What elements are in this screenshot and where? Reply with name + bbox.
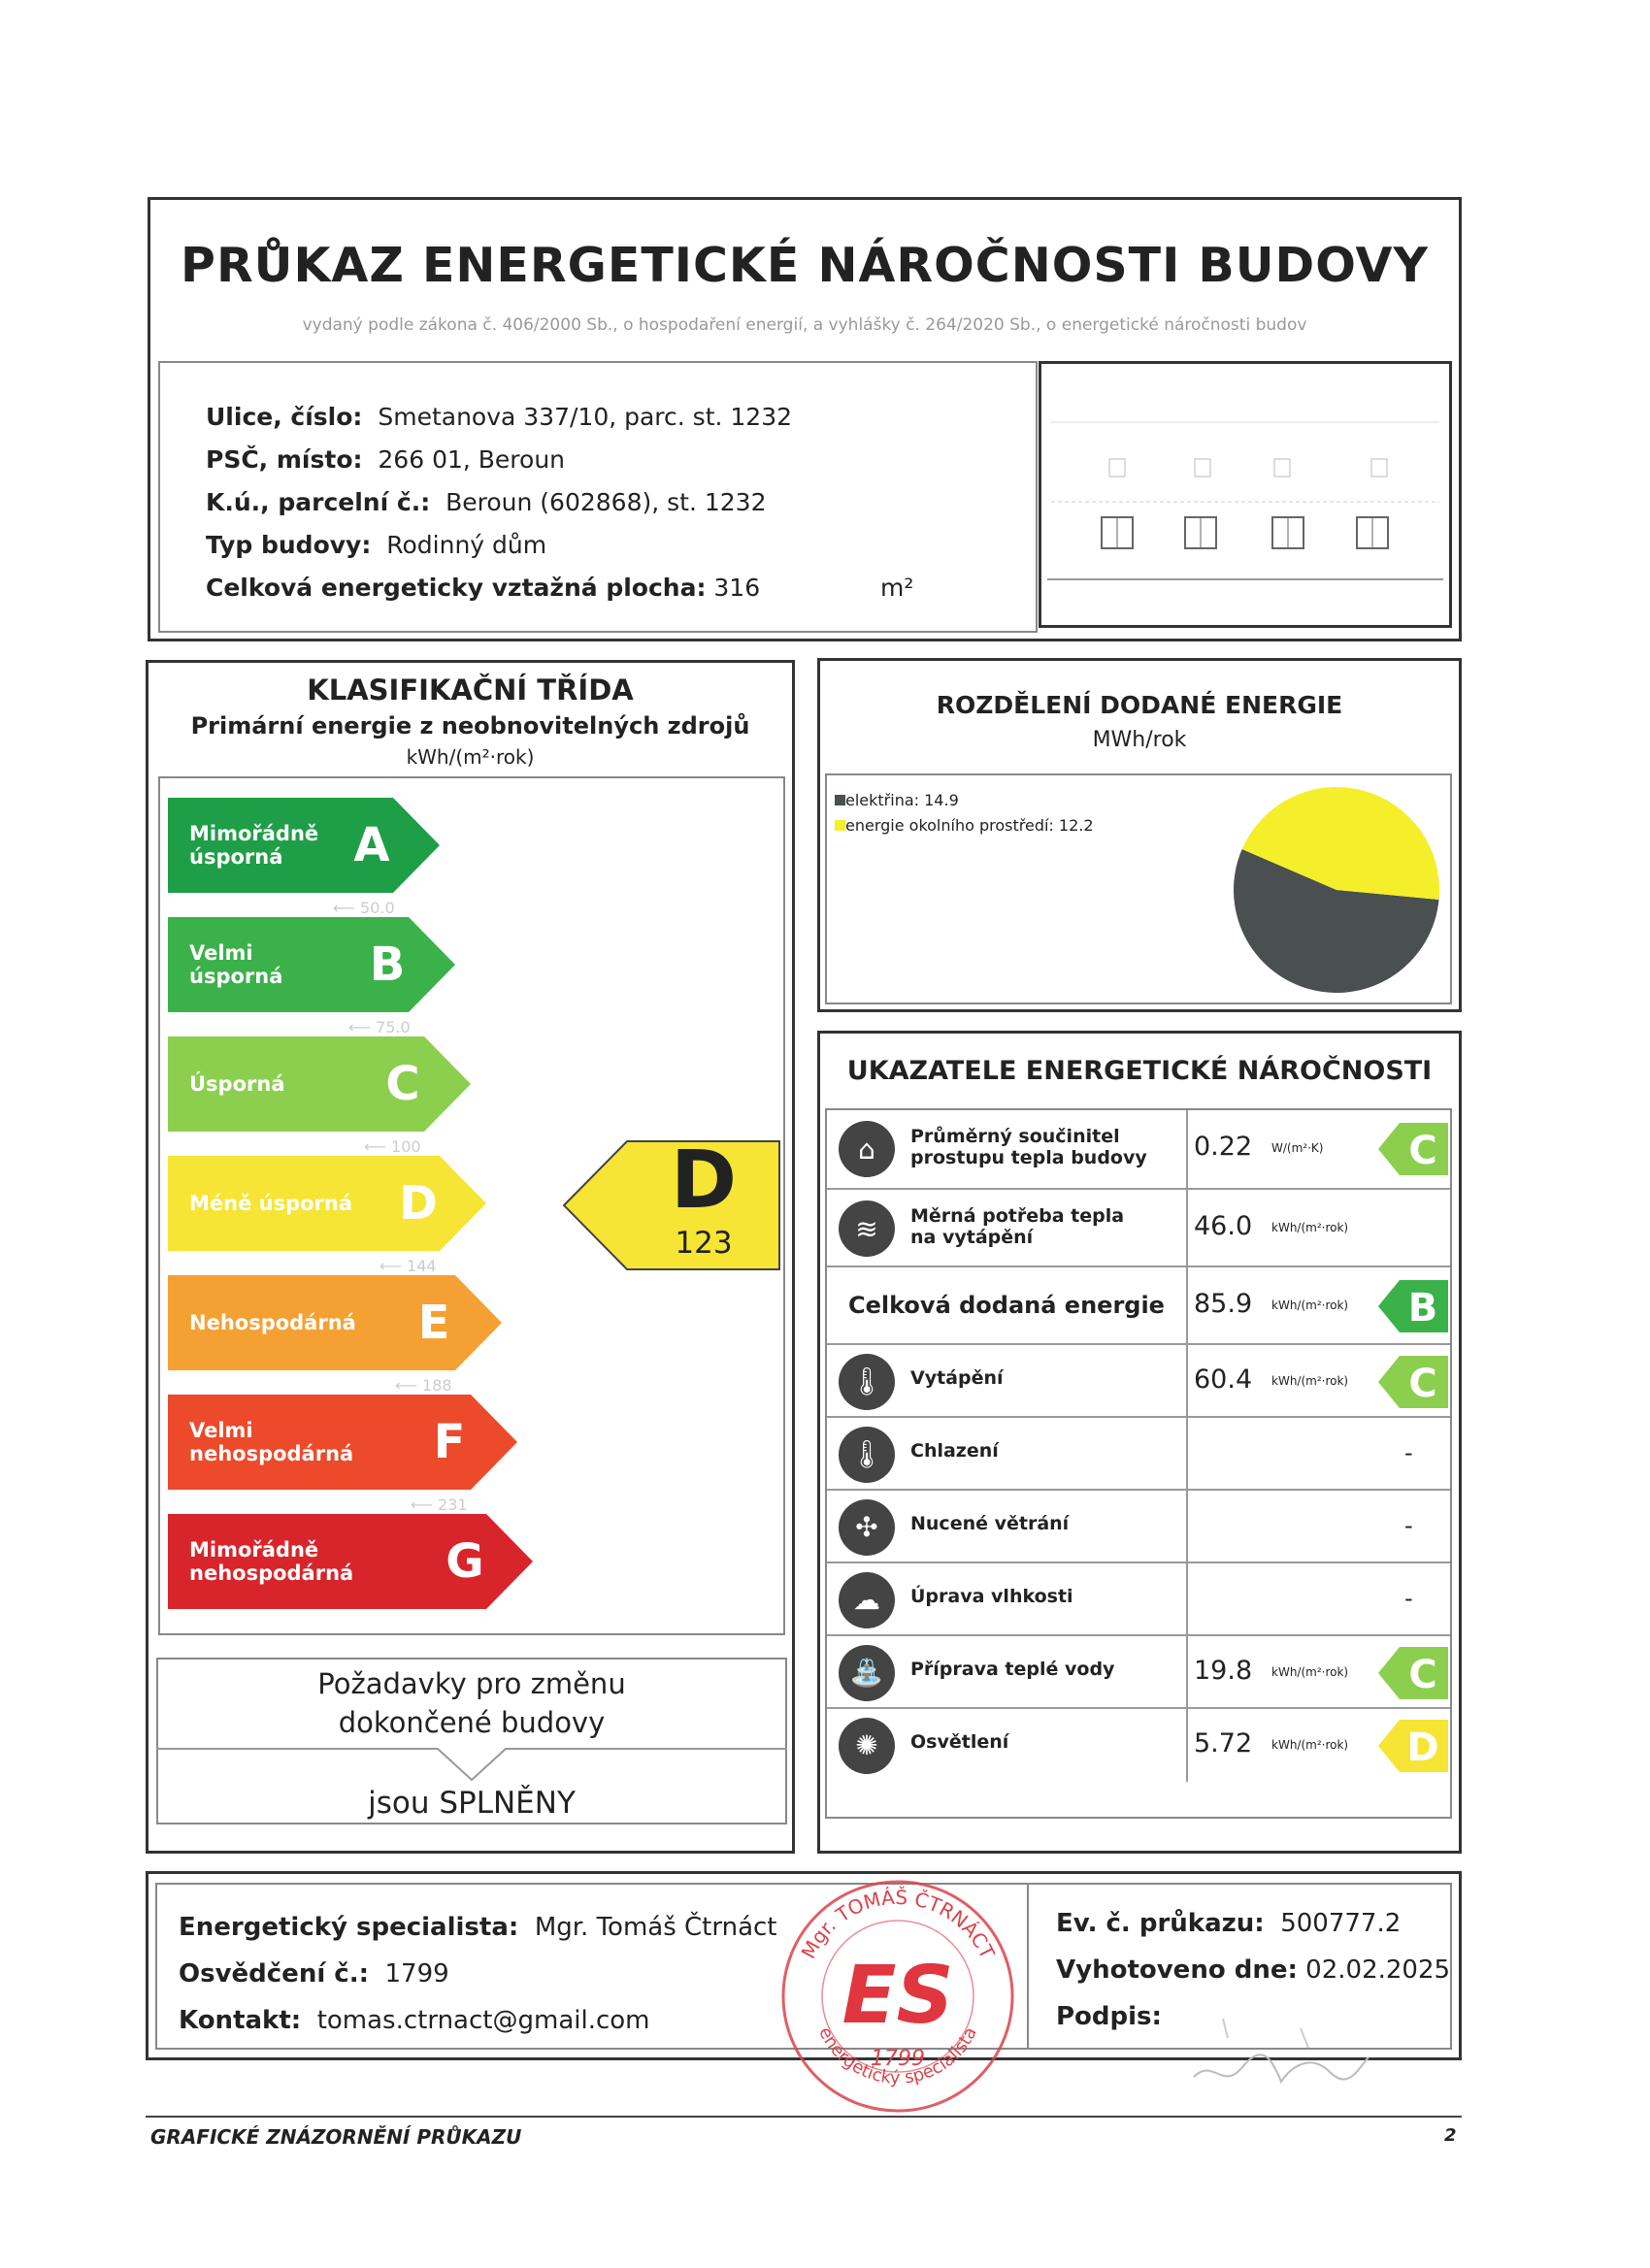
contact-label: Kontakt:: [179, 2006, 302, 2035]
indicator-class-badge: [1378, 1123, 1448, 1175]
indicator-label: Měrná potřeba tepla na vytápění: [910, 1205, 1125, 1248]
contact-value: tomas.ctrnact@gmail.com: [316, 2006, 650, 2035]
energy-class-label: Nehospodárná: [189, 1311, 356, 1334]
signature-label: Podpis:: [1056, 2002, 1162, 2031]
indicator-label: Celková dodaná energie: [848, 1292, 1165, 1319]
page-title: PRŮKAZ ENERGETICKÉ NÁROČNOSTI BUDOVY: [181, 238, 1429, 293]
indicator-column-divider: [1186, 1563, 1188, 1636]
stamp-number: 1799: [871, 2047, 925, 2071]
result-value: 123: [675, 1226, 733, 1261]
energy-split-unit: MWh/rok: [1092, 728, 1187, 752]
svg-text:B: B: [1407, 1286, 1438, 1331]
indicator-unit: kWh/(m²·rok): [1271, 1298, 1349, 1312]
energy-class-letter: B: [369, 937, 406, 992]
indicator-column-divider: [1186, 1636, 1188, 1709]
indicators-title: UKAZATELE ENERGETICKÉ NÁROČNOSTI: [846, 1056, 1433, 1086]
specialist-stamp: [776, 1875, 1019, 2118]
svg-text:C: C: [1408, 1361, 1437, 1406]
specialist-name: Mgr. Tomáš Čtrnáct: [534, 1913, 777, 1942]
psc-value: 266 01, Beroun: [378, 445, 566, 474]
indicator-row: [827, 1416, 1450, 1491]
heat-need-icon: ≋: [839, 1200, 895, 1257]
indicator-column-divider: [1186, 1110, 1188, 1188]
energy-class-label: Úsporná: [189, 1072, 285, 1096]
indicator-value: 46.0: [1194, 1211, 1253, 1241]
house-icon: ⌂: [839, 1121, 895, 1177]
energy-class-scale: [168, 798, 537, 1613]
ku-value: Beroun (602868), st. 1232: [446, 488, 767, 516]
energy-class-limit: ⟵ 50.0: [333, 899, 395, 917]
indicators-table: [825, 1108, 1452, 1819]
building-facade-image: [1041, 364, 1449, 625]
indicator-row: [827, 1707, 1450, 1782]
indicator-column-divider: [1186, 1267, 1188, 1345]
indicator-label: Nucené větrání: [910, 1512, 1070, 1534]
indicator-row: [827, 1634, 1450, 1709]
energy-class-limit: ⟵ 144: [380, 1257, 437, 1275]
indicator-class-badge: [1378, 1356, 1448, 1408]
indicator-column-divider: [1186, 1491, 1188, 1563]
indicator-label: Osvětlení: [910, 1730, 1009, 1753]
svg-text:D: D: [1406, 1725, 1439, 1770]
handwritten-signature: [1184, 1999, 1378, 2106]
stamp-top-text: Mgr. TOMÁŠ ČTRNÁCT: [796, 1885, 1000, 1963]
area-unit: m²: [880, 574, 914, 602]
energy-class-c: [168, 1036, 471, 1132]
pie-legend: [835, 788, 1094, 838]
energy-class-a: [168, 798, 440, 893]
footer-rule: [146, 2116, 1462, 2118]
legend-text-electricity: elektřina: 14.9: [845, 791, 959, 809]
indicator-column-divider: [1186, 1418, 1188, 1491]
type-value: Rodinný dům: [386, 531, 547, 559]
street-value: Smetanova 337/10, parc. st. 1232: [378, 403, 793, 431]
indicator-value: 60.4: [1194, 1364, 1253, 1395]
classification-unit: kWh/(m²·rok): [406, 745, 535, 769]
indicator-column-divider: [1186, 1345, 1188, 1418]
indicator-label: Úprava vlhkosti: [910, 1585, 1073, 1607]
legend-swatch-electricity: [835, 795, 845, 805]
tap-icon: ⛲: [839, 1645, 895, 1701]
bulb-icon: ✺: [839, 1718, 895, 1774]
legend-swatch-ambient: [835, 820, 845, 831]
indicator-value: 19.8: [1194, 1655, 1253, 1686]
indicator-value: 5.72: [1194, 1727, 1253, 1759]
fan-icon: ✣: [839, 1499, 895, 1556]
footer-left: GRAFICKÉ ZNÁZORNĚNÍ PRŮKAZU: [150, 2125, 522, 2149]
energy-class-label: Mimořádně úsporná: [189, 822, 319, 869]
ku-label: K.ú., parcelní č.:: [206, 488, 431, 516]
energy-class-letter: E: [417, 1296, 450, 1350]
energy-class-e: [168, 1275, 502, 1370]
indicator-column-divider: [1186, 1709, 1188, 1782]
legend-item-ambient: [835, 813, 1094, 838]
humidity-icon: ☁: [839, 1572, 895, 1628]
result-letter: D: [670, 1134, 738, 1227]
indicator-dash: -: [1404, 1438, 1413, 1466]
energy-class-letter: G: [446, 1534, 484, 1589]
energy-class-letter: C: [385, 1057, 420, 1111]
psc-label: PSČ, místo:: [206, 445, 363, 474]
page-subtitle: vydaný podle zákona č. 406/2000 Sb., o hospodaření energií, a vyhlášky č. 264/2020 Sb., o energetické náročnosti budov: [302, 315, 1307, 335]
energy-class-label: Méně úsporná: [189, 1192, 353, 1215]
indicator-class-badge: [1378, 1280, 1448, 1332]
svg-text:C: C: [1408, 1129, 1437, 1173]
indicator-row: [827, 1265, 1450, 1345]
thermometer-plus-icon: 🌡: [839, 1354, 895, 1410]
specialist-label: Energetický specialista:: [179, 1913, 519, 1942]
requirements-divider: [156, 1745, 787, 1784]
building-info: [206, 396, 914, 609]
energy-class-limit: ⟵ 231: [411, 1496, 468, 1514]
legend-item-electricity: [835, 788, 1094, 813]
indicator-label: Příprava teplé vody: [910, 1658, 1115, 1680]
date-value: 02.02.2025: [1305, 1956, 1451, 1985]
indicator-row: [827, 1489, 1450, 1563]
vertical-divider: [1027, 1883, 1029, 2050]
indicator-label: Průměrný součinitel prostupu tepla budovy: [910, 1126, 1147, 1168]
indicator-row: [827, 1188, 1450, 1267]
requirements-result: jsou SPLNĚNY: [368, 1786, 576, 1821]
page-number: 2: [1444, 2125, 1457, 2146]
cert-label: Osvědčení č.:: [179, 1959, 369, 1989]
legend-text-ambient: energie okolního prostředí: 12.2: [845, 816, 1094, 835]
type-label: Typ budovy:: [206, 531, 372, 559]
classification-subtitle: Primární energie z neobnovitelných zdrojů: [190, 712, 750, 740]
requirements-line2: dokončené budovy: [338, 1706, 606, 1739]
indicator-label: Vytápění: [910, 1366, 1004, 1389]
indicator-row: [827, 1343, 1450, 1418]
energy-class-g: [168, 1514, 533, 1609]
indicator-unit: kWh/(m²·rok): [1271, 1737, 1349, 1752]
energy-class-limit: ⟵ 100: [364, 1137, 421, 1156]
indicator-class-badge: [1378, 1647, 1448, 1699]
svg-text:C: C: [1408, 1652, 1437, 1697]
area-value: 316: [713, 574, 761, 602]
indicator-class-badge: [1378, 1720, 1448, 1772]
energy-class-label: Mimořádně nehospodárná: [189, 1538, 354, 1585]
stamp-mark: ES: [842, 1950, 954, 2042]
stamp-bottom-text: energetický specialista: [814, 2023, 981, 2088]
indicator-unit: kWh/(m²·rok): [1271, 1221, 1349, 1234]
requirements-line1: Požadavky pro změnu: [317, 1667, 626, 1700]
indicator-unit: kWh/(m²·rok): [1271, 1664, 1349, 1679]
energy-class-letter: F: [433, 1415, 466, 1469]
energy-class-d: [168, 1156, 486, 1251]
street-label: Ulice, číslo:: [206, 403, 363, 431]
indicator-row: [827, 1561, 1450, 1636]
energy-class-limit: ⟵ 75.0: [348, 1018, 411, 1036]
indicator-unit: W/(m²·K): [1271, 1141, 1324, 1155]
energy-pie-chart: [1225, 781, 1448, 1000]
energy-class-letter: A: [353, 818, 390, 872]
indicator-unit: kWh/(m²·rok): [1271, 1373, 1349, 1388]
energy-class-label: Velmi úsporná: [189, 941, 283, 988]
indicator-value: 0.22: [1194, 1132, 1253, 1162]
indicator-row: [827, 1110, 1450, 1188]
ev-value: 500777.2: [1280, 1909, 1402, 1938]
result-arrow: [563, 1134, 780, 1270]
energy-class-letter: D: [399, 1176, 438, 1231]
classification-title: KLASIFIKAČNÍ TŘÍDA: [307, 674, 634, 707]
energy-split-title: ROZDĚLENÍ DODANÉ ENERGIE: [936, 691, 1343, 719]
indicator-column-divider: [1186, 1190, 1188, 1267]
specialist-info: [179, 1904, 777, 2044]
cert-value: 1799: [384, 1959, 449, 1989]
ev-label: Ev. č. průkazu:: [1056, 1909, 1265, 1938]
building-photo: [1039, 361, 1452, 628]
area-label: Celková energeticky vztažná plocha:: [206, 574, 707, 602]
indicator-label: Chlazení: [910, 1439, 999, 1462]
indicator-dash: -: [1404, 1511, 1413, 1539]
energy-class-b: [168, 917, 455, 1012]
indicator-dash: -: [1404, 1584, 1413, 1612]
date-label: Vyhotoveno dne:: [1056, 1956, 1298, 1985]
energy-class-limit: ⟵ 188: [395, 1376, 452, 1395]
indicator-value: 85.9: [1194, 1289, 1253, 1319]
energy-class-f: [168, 1395, 517, 1490]
thermometer-minus-icon: 🌡: [839, 1427, 895, 1483]
energy-class-label: Velmi nehospodárná: [189, 1419, 354, 1465]
